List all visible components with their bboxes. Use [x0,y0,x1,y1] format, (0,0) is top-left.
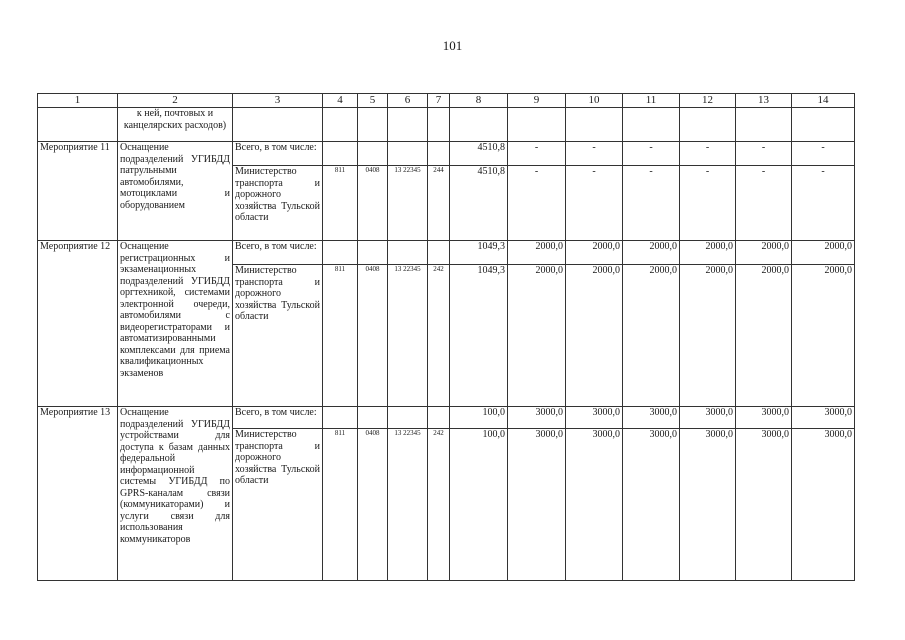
code-cell [428,407,450,429]
year-value-cell: 3000,0 [736,407,792,429]
measure-description: Оснащение регистрационных и экзаменационных подразделений УГИБДД оргтехникой, системами электронной очереди, автомобилями с видеорегистраторами и автоматизированными комплексами для приема квалификационных экзаменов [118,241,233,407]
code-cell [388,241,428,265]
code-cell [323,142,358,166]
code-cell [358,142,388,166]
year-value-cell: 3000,0 [792,407,855,429]
year-value-cell: - [566,142,623,166]
code-cell: 13 22345 [388,265,428,407]
code-cell: 0408 [358,166,388,241]
measure-description: Оснащение подразделений УГИБДД патрульными автомобилями, мотоциклами и оборудованием [118,142,233,241]
year-value-cell: 3000,0 [680,429,736,581]
executor-cell: Всего, в том числе: [233,407,323,429]
table-row [38,407,855,429]
year-value-cell: 3000,0 [736,429,792,581]
code-cell: 242 [428,265,450,407]
code-cell [388,407,428,429]
year-value-cell: 3000,0 [508,407,566,429]
total-cell: 100,0 [450,407,508,429]
code-cell [323,407,358,429]
year-value-cell: - [736,166,792,241]
year-value-cell: - [623,142,680,166]
executor-cell: Министерство транспорта и дорожного хозяйства Тульской области [233,429,323,581]
table-row [38,142,855,166]
total-cell: 4510,8 [450,166,508,241]
executor-cell: Министерство транспорта и дорожного хозяйства Тульской области [233,265,323,407]
table-row [38,241,855,265]
column-header: 2 [118,94,233,108]
year-value-cell: - [680,166,736,241]
year-value-cell: - [792,166,855,241]
code-cell: 811 [323,429,358,581]
year-value-cell: 2000,0 [623,241,680,265]
year-value-cell: - [508,166,566,241]
column-header: 11 [623,94,680,108]
measure-name: Мероприятие 13 [38,407,118,581]
year-value-cell: - [792,142,855,166]
code-cell: 0408 [358,265,388,407]
column-header: 4 [323,94,358,108]
code-cell: 242 [428,429,450,581]
year-value-cell: 2000,0 [680,241,736,265]
year-value-cell: 3000,0 [623,429,680,581]
column-header: 5 [358,94,388,108]
year-value-cell: 2000,0 [736,265,792,407]
measure-name: Мероприятие 12 [38,241,118,407]
year-value-cell: 3000,0 [566,429,623,581]
year-value-cell: - [736,142,792,166]
column-header: 10 [566,94,623,108]
column-header: 8 [450,94,508,108]
total-cell: 100,0 [450,429,508,581]
total-cell: 1049,3 [450,265,508,407]
year-value-cell: - [566,166,623,241]
column-header: 1 [38,94,118,108]
column-header: 14 [792,94,855,108]
year-value-cell: 3000,0 [680,407,736,429]
year-value-cell: 2000,0 [736,241,792,265]
measure-description: Оснащение подразделений УГИБДД устройствами для доступа к базам данных федеральной информационной системы УГИБДД по GPRS-каналам связи (коммуникаторами) и услуги связи для использования коммуникаторов [118,407,233,581]
code-cell [428,142,450,166]
year-value-cell: 2000,0 [792,265,855,407]
year-value-cell: 2000,0 [566,265,623,407]
year-value-cell: - [508,142,566,166]
page-number: 101 [442,38,463,53]
executor-cell: Министерство транспорта и дорожного хозяйства Тульской области [233,166,323,241]
measure-name: Мероприятие 11 [38,142,118,241]
column-header: 7 [428,94,450,108]
code-cell: 13 22345 [388,166,428,241]
executor-cell: Всего, в том числе: [233,142,323,166]
total-cell: 1049,3 [450,241,508,265]
year-value-cell: 2000,0 [508,241,566,265]
year-value-cell: - [680,142,736,166]
budget-table [37,93,855,581]
year-value-cell: 2000,0 [680,265,736,407]
code-cell [388,142,428,166]
column-header: 9 [508,94,566,108]
header-row [38,94,855,108]
continuation-row [38,108,855,142]
year-value-cell: 3000,0 [623,407,680,429]
continuation-description: к ней, почтовых и канцелярских расходов) [118,108,233,142]
code-cell: 811 [323,166,358,241]
year-value-cell: 3000,0 [792,429,855,581]
code-cell [428,241,450,265]
code-cell: 811 [323,265,358,407]
code-cell: 244 [428,166,450,241]
year-value-cell: - [623,166,680,241]
total-cell: 4510,8 [450,142,508,166]
year-value-cell: 3000,0 [508,429,566,581]
executor-cell: Всего, в том числе: [233,241,323,265]
column-header: 13 [736,94,792,108]
year-value-cell: 2000,0 [566,241,623,265]
code-cell [323,241,358,265]
code-cell [358,407,388,429]
column-header: 3 [233,94,323,108]
code-cell: 0408 [358,429,388,581]
code-cell [358,241,388,265]
column-header: 6 [388,94,428,108]
year-value-cell: 2000,0 [792,241,855,265]
code-cell: 13 22345 [388,429,428,581]
year-value-cell: 2000,0 [623,265,680,407]
year-value-cell: 2000,0 [508,265,566,407]
column-header: 12 [680,94,736,108]
year-value-cell: 3000,0 [566,407,623,429]
